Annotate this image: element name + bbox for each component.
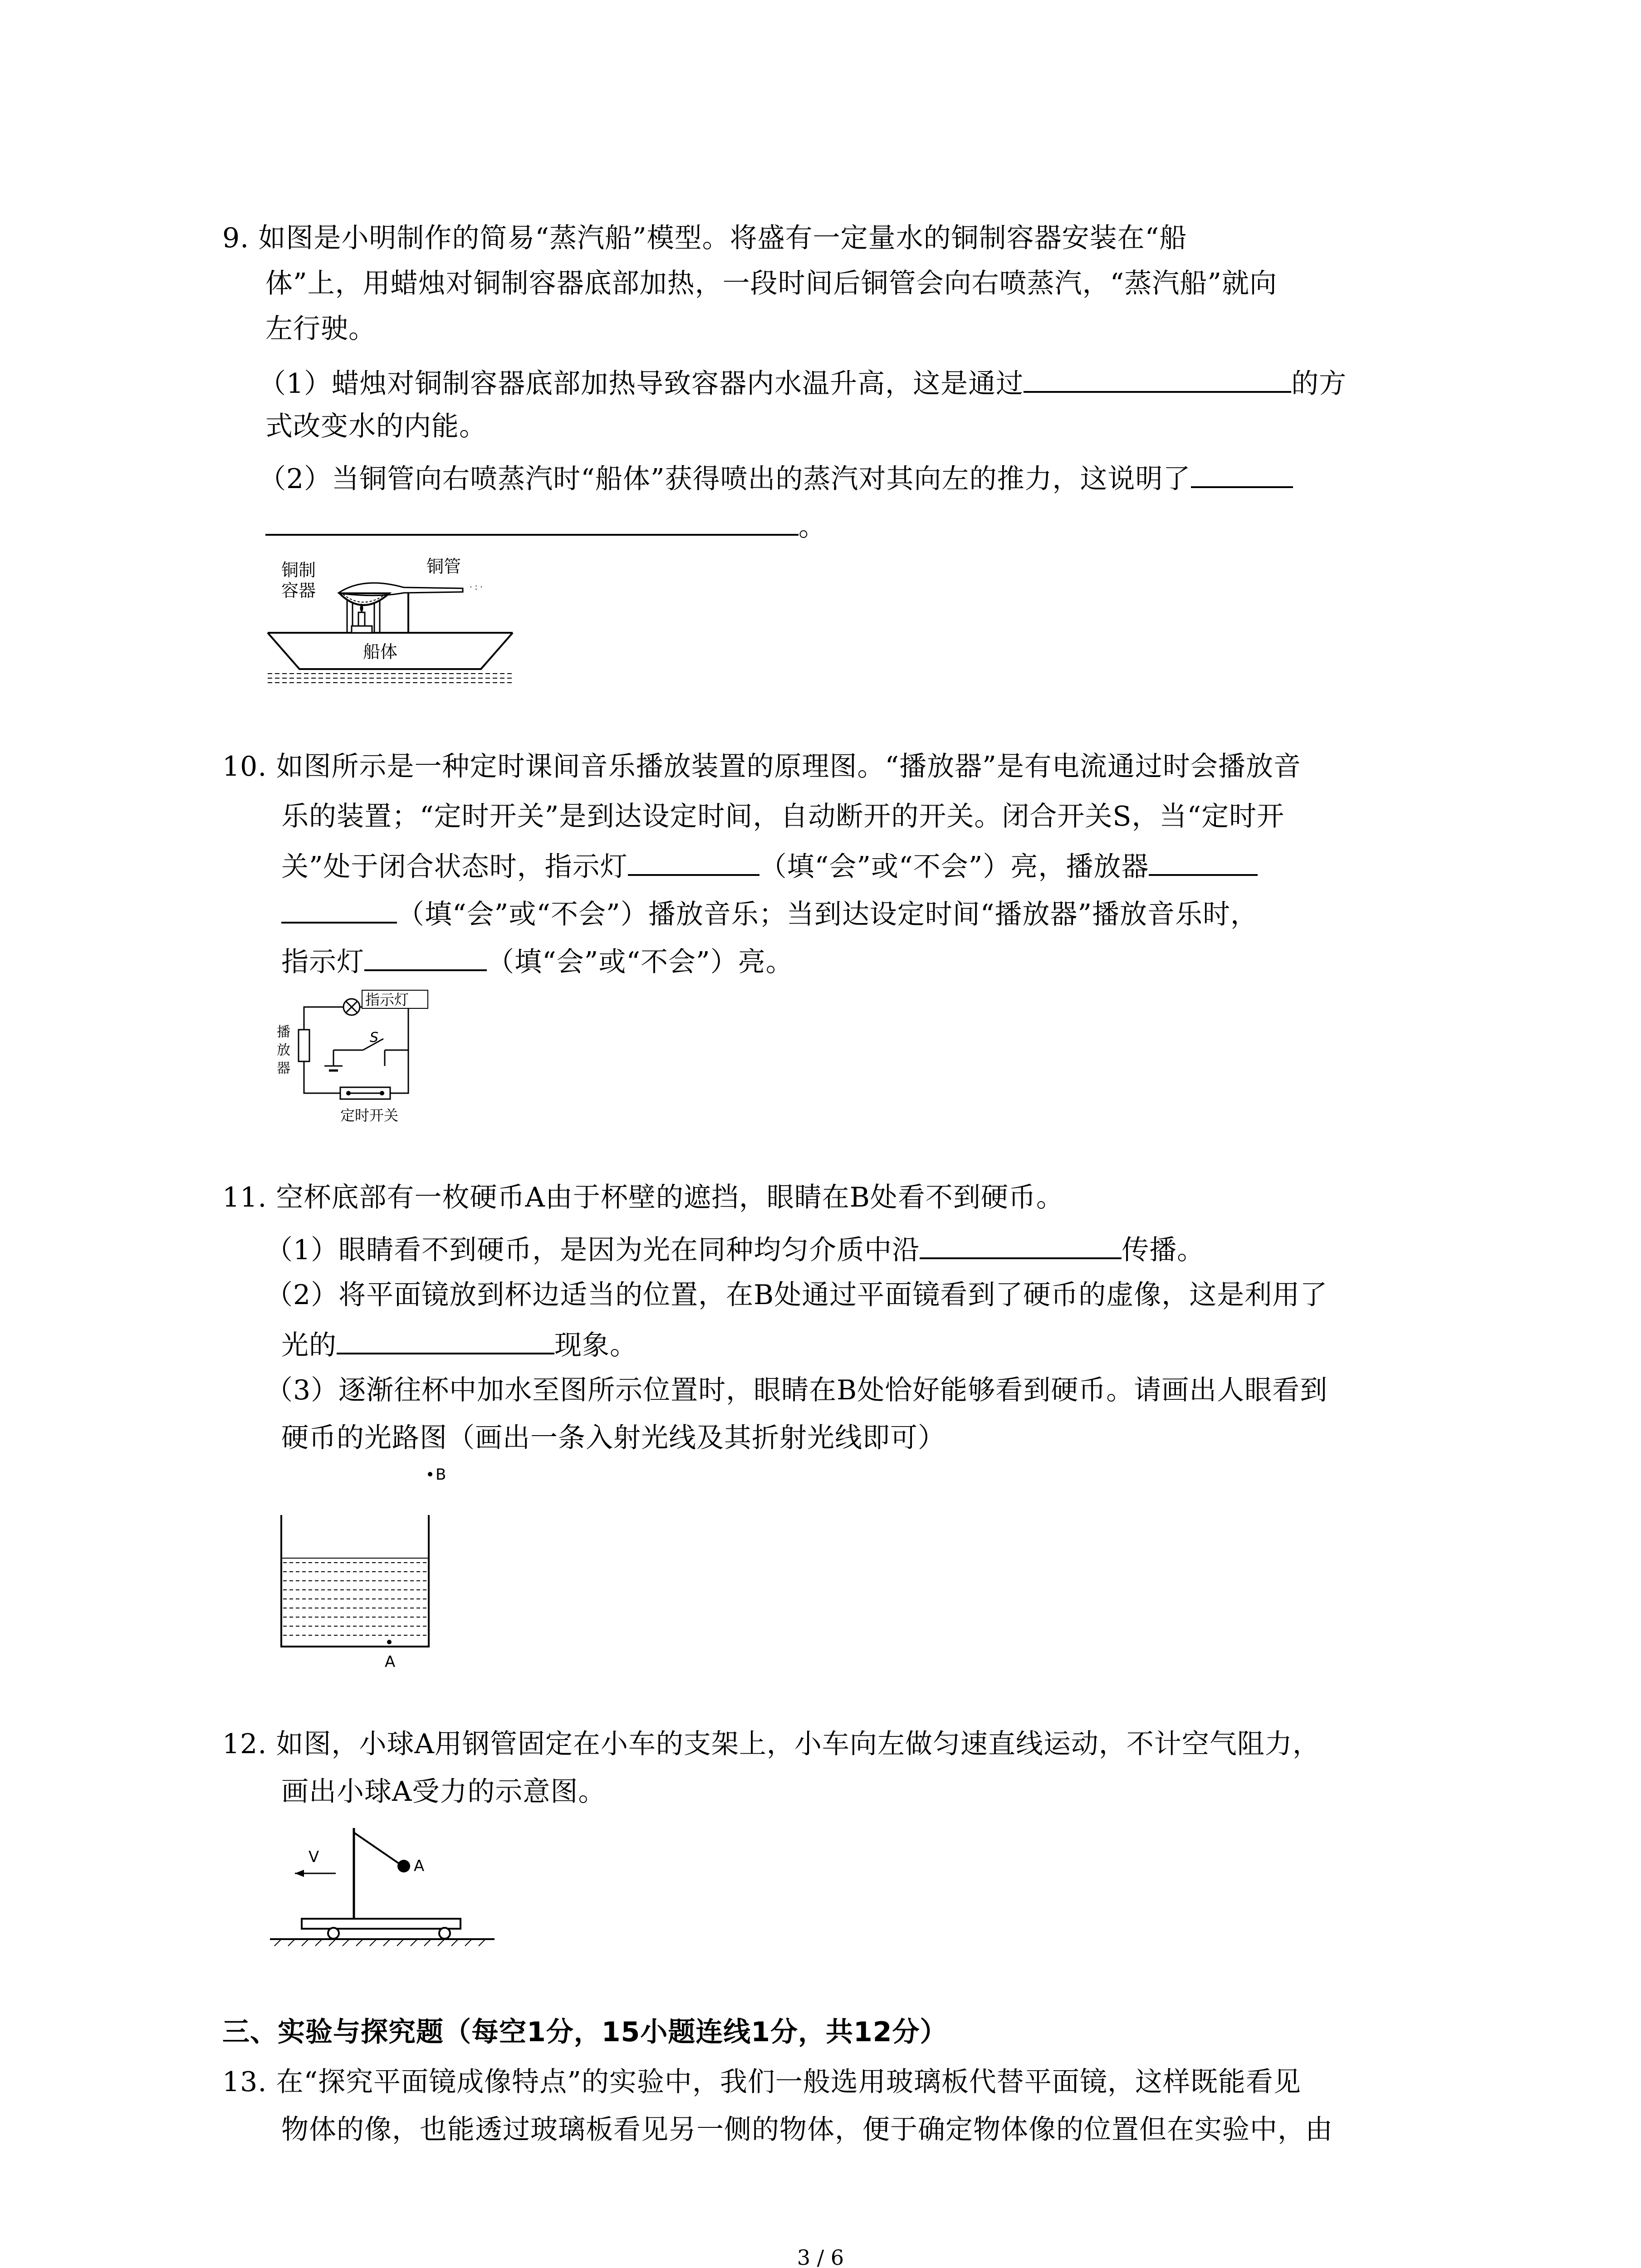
arrow-left-icon — [295, 1870, 304, 1877]
q9-blank-2a[interactable] — [1191, 458, 1293, 488]
steel-rod — [354, 1833, 400, 1864]
q10-blank-2a[interactable] — [1149, 846, 1258, 876]
water-pattern — [283, 1563, 427, 1635]
q11-sub1-text-a: （1）眼睛看不到硬币，是因为光在同种均匀介质中沿 — [265, 1234, 920, 1266]
wheel-left-icon — [328, 1928, 339, 1939]
q9-sub2-cont — [265, 506, 826, 545]
q10-line-2: 乐的装置；“定时开关”是到达设定时间，自动断开的开关。闭合开关S，当“定时开 — [281, 801, 1285, 832]
coin-point-a — [387, 1640, 392, 1644]
player-icon — [299, 1030, 309, 1061]
label-timer: 定时开关 — [340, 1107, 399, 1124]
q10-line-3 — [281, 846, 1258, 885]
q9-sub1-cont: 式改变水的内能。 — [265, 411, 487, 442]
label-player-1: 播 — [277, 1024, 290, 1040]
q11-sub2-cont — [281, 1325, 637, 1364]
q10-line5-text-b: （填“会”或“不会”）亮。 — [487, 946, 794, 978]
q9-sub1-text-b: 的方 — [1291, 368, 1347, 400]
label-a: A — [385, 1653, 396, 1671]
q10-line3-text-a: 关”处于闭合状态时，指示灯 — [281, 851, 628, 883]
q9-blank-2b[interactable] — [265, 506, 798, 536]
q10-line5-text-a: 指示灯 — [281, 946, 364, 978]
steamboat-figure — [263, 544, 517, 699]
eye-point-b — [428, 1472, 432, 1476]
q11-sub3-line: （3）逐渐往杯中加水至图所示位置时，眼睛在B处恰好能够看到硬币。请画出人眼看到 — [265, 1374, 1328, 1406]
q11-sub1-line — [265, 1229, 1205, 1268]
q9-blank-1[interactable] — [1024, 363, 1291, 393]
ground-hatch — [274, 1939, 485, 1946]
circuit-figure — [272, 987, 445, 1132]
label-tube: 铜管 — [426, 557, 461, 577]
label-container-1: 铜制 — [281, 560, 316, 580]
q10-line3-text-b: （填“会”或“不会”）亮，播放器 — [759, 851, 1149, 883]
cart-body — [302, 1919, 460, 1929]
q10-line-5 — [281, 941, 794, 980]
q9-sub1-line — [259, 363, 1347, 402]
q9-line-1: 9. 如图是小明制作的简易“蒸汽船”模型。将盛有一定量水的铜制容器安装在“船 — [222, 222, 1187, 254]
section-3-title: 三、实验与探究题（每空1分，15小题连线1分，共12分） — [222, 2016, 948, 2048]
q9-sub2-end: 。 — [798, 511, 826, 543]
label-player-3: 器 — [277, 1061, 290, 1076]
q11-sub3-cont: 硬币的光路图（画出一条入射光线及其折射光线即可） — [281, 1422, 945, 1454]
q10-blank-3[interactable] — [364, 941, 487, 971]
page-number: 3 / 6 — [797, 2245, 844, 2268]
label-container-2: 容器 — [281, 581, 316, 601]
q9-line-3: 左行驶。 — [265, 313, 376, 345]
label-switch: S — [370, 1030, 379, 1046]
ball-a-icon — [397, 1860, 410, 1872]
q12-line-2: 画出小球A受力的示意图。 — [281, 1776, 606, 1808]
label-v: V — [309, 1848, 319, 1866]
q13-line-2: 物体的像，也能透过玻璃板看见另一侧的物体，便于确定物体像的位置但在实验中，由 — [281, 2114, 1333, 2146]
label-lamp: 指示灯 — [365, 991, 409, 1008]
q10-line-1: 10. 如图所示是一种定时课间音乐播放装置的原理图。“播放器”是有电流通过时会播放音 — [222, 751, 1301, 782]
q11-sub2-line: （2）将平面镜放到杯边适当的位置，在B处通过平面镜看到了硬币的虚像，这是利用了 — [265, 1279, 1328, 1311]
q12-line-1: 12. 如图，小球A用钢管固定在小车的支架上，小车向左做匀速直线运动，不计空气阻力， — [222, 1728, 1320, 1760]
q9-sub1-text-a: （1）蜡烛对铜制容器底部加热导致容器内水温升高，这是通过 — [259, 368, 1024, 400]
q11-sub1-text-b: 传播。 — [1122, 1234, 1205, 1266]
steam-icon: · : · — [470, 582, 483, 592]
cart-figure — [268, 1819, 504, 1960]
q13-line-1: 13. 在“探究平面镜成像特点”的实验中，我们一般选用玻璃板代替平面镜，这样既能看见 — [222, 2066, 1301, 2098]
q10-line-4 — [281, 894, 1258, 933]
wheel-right-icon — [439, 1928, 450, 1939]
q11-line-1: 11. 空杯底部有一枚硬币A由于杯壁的遮挡，眼睛在B处看不到硬币。 — [222, 1182, 1064, 1213]
q9-sub2-line — [259, 458, 1293, 497]
candle-base — [352, 626, 372, 633]
q9-sub2-text-a: （2）当铜管向右喷蒸汽时“船体”获得喷出的蒸汽对其向左的推力，这说明了 — [259, 463, 1191, 495]
label-b: B — [436, 1466, 446, 1484]
q11-sub2c-text-a: 光的 — [281, 1330, 337, 1361]
q10-line4-text: （填“会”或“不会”）播放音乐；当到达设定时间“播放器”播放音乐时， — [397, 899, 1259, 930]
cup-figure — [272, 1461, 454, 1683]
label-hull: 船体 — [363, 642, 398, 662]
q9-line-2: 体”上，用蜡烛对铜制容器底部加热，一段时间后铜管会向右喷蒸汽，“蒸汽船”就向 — [265, 268, 1278, 299]
label-ball-a: A — [414, 1857, 425, 1875]
candle-icon — [358, 612, 365, 627]
q11-blank-1[interactable] — [920, 1229, 1122, 1259]
q10-blank-2b[interactable] — [281, 894, 397, 924]
q11-sub2c-text-b: 现象。 — [554, 1330, 637, 1361]
label-player-2: 放 — [277, 1042, 290, 1058]
q11-blank-2[interactable] — [337, 1325, 554, 1354]
q10-blank-1[interactable] — [628, 846, 759, 876]
